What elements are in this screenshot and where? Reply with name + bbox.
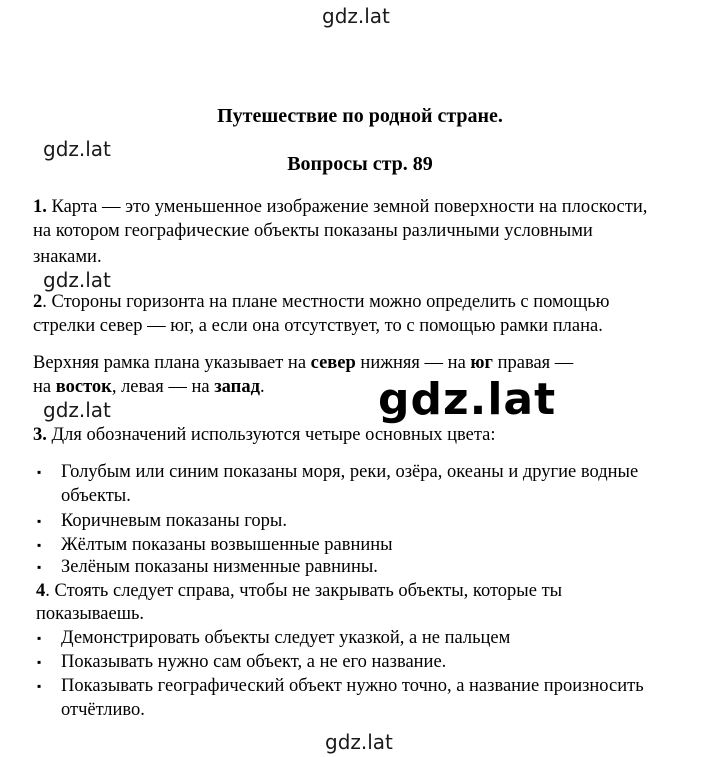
list-item: Жёлтым показаны возвышенные равнины (61, 535, 393, 555)
answer-2-line (33, 291, 610, 313)
watermark: gdz.lat (43, 268, 111, 292)
bullet-icon: ▪ (37, 538, 42, 552)
text: нижняя — на (355, 353, 471, 373)
page-title: Путешествие по родной стране. (217, 105, 503, 127)
answer-2-number: 2 (33, 292, 43, 312)
answer-4-line: показываешь. (36, 604, 145, 624)
direction-west: запад (214, 377, 260, 397)
list-item: Коричневым показаны горы. (61, 511, 287, 531)
list-item: отчётливо. (61, 700, 145, 720)
list-item: Зелёным показаны низменные равнины. (61, 557, 378, 577)
answer-2-frame-line (33, 352, 573, 374)
page-subtitle: Вопросы стр. 89 (287, 153, 433, 175)
list-item: Показывать нужно сам объект, а не его название. (61, 652, 447, 672)
bullet-icon: ▪ (37, 560, 42, 574)
watermark-top: gdz.lat (322, 4, 390, 28)
direction-east: восток (55, 377, 112, 397)
bullet-icon: ▪ (37, 679, 42, 693)
answer-3-text: Для обозначений используются четыре основных цвета: (46, 425, 496, 445)
answer-3-number: 3. (33, 425, 47, 445)
answer-1-line: на котором географические объекты показаны различными условными (33, 221, 593, 241)
answer-1-line (33, 196, 647, 218)
text: Верхняя рамка плана указывает на (33, 353, 311, 373)
bullet-icon: ▪ (37, 631, 42, 645)
direction-north: север (310, 353, 356, 373)
watermark-large: gdz.lat (378, 374, 557, 425)
list-item: объекты. (61, 486, 131, 506)
list-item: Показывать географический объект нужно точно, а название произносить (61, 676, 644, 696)
watermark-bottom: gdz.lat (325, 730, 393, 754)
answer-4-number: 4 (36, 581, 46, 601)
direction-south: юг (470, 353, 493, 373)
list-item: Демонстрировать объекты следует указкой, а не пальцем (61, 628, 511, 648)
text: . (259, 377, 265, 397)
text: , левая — на (111, 377, 215, 397)
answer-2-line: стрелки север — юг, а если она отсутствует, то с помощью рамки плана. (33, 316, 603, 336)
list-item: Голубым или синим показаны моря, реки, озёра, океаны и другие водные (61, 462, 639, 482)
answer-4-text: . Стоять следует справа, чтобы не закрывать объекты, которые ты (45, 581, 563, 601)
answer-1-line: знаками. (33, 247, 102, 267)
answer-4-line (36, 580, 562, 602)
watermark: gdz.lat (43, 398, 111, 422)
answer-2-text: . Стороны горизонта на плане местности можно определить с помощью (42, 292, 610, 312)
text: правая — (492, 353, 574, 373)
bullet-icon: ▪ (37, 655, 42, 669)
bullet-icon: ▪ (37, 514, 42, 528)
answer-2-frame-line (33, 376, 265, 398)
text: на (33, 377, 56, 397)
answer-1-text: Карта — это уменьшенное изображение земной поверхности на плоскости, (46, 197, 648, 217)
watermark: gdz.lat (43, 137, 111, 161)
answer-1-number: 1. (33, 197, 47, 217)
answer-3-line (33, 424, 496, 446)
bullet-icon: ▪ (37, 465, 42, 479)
